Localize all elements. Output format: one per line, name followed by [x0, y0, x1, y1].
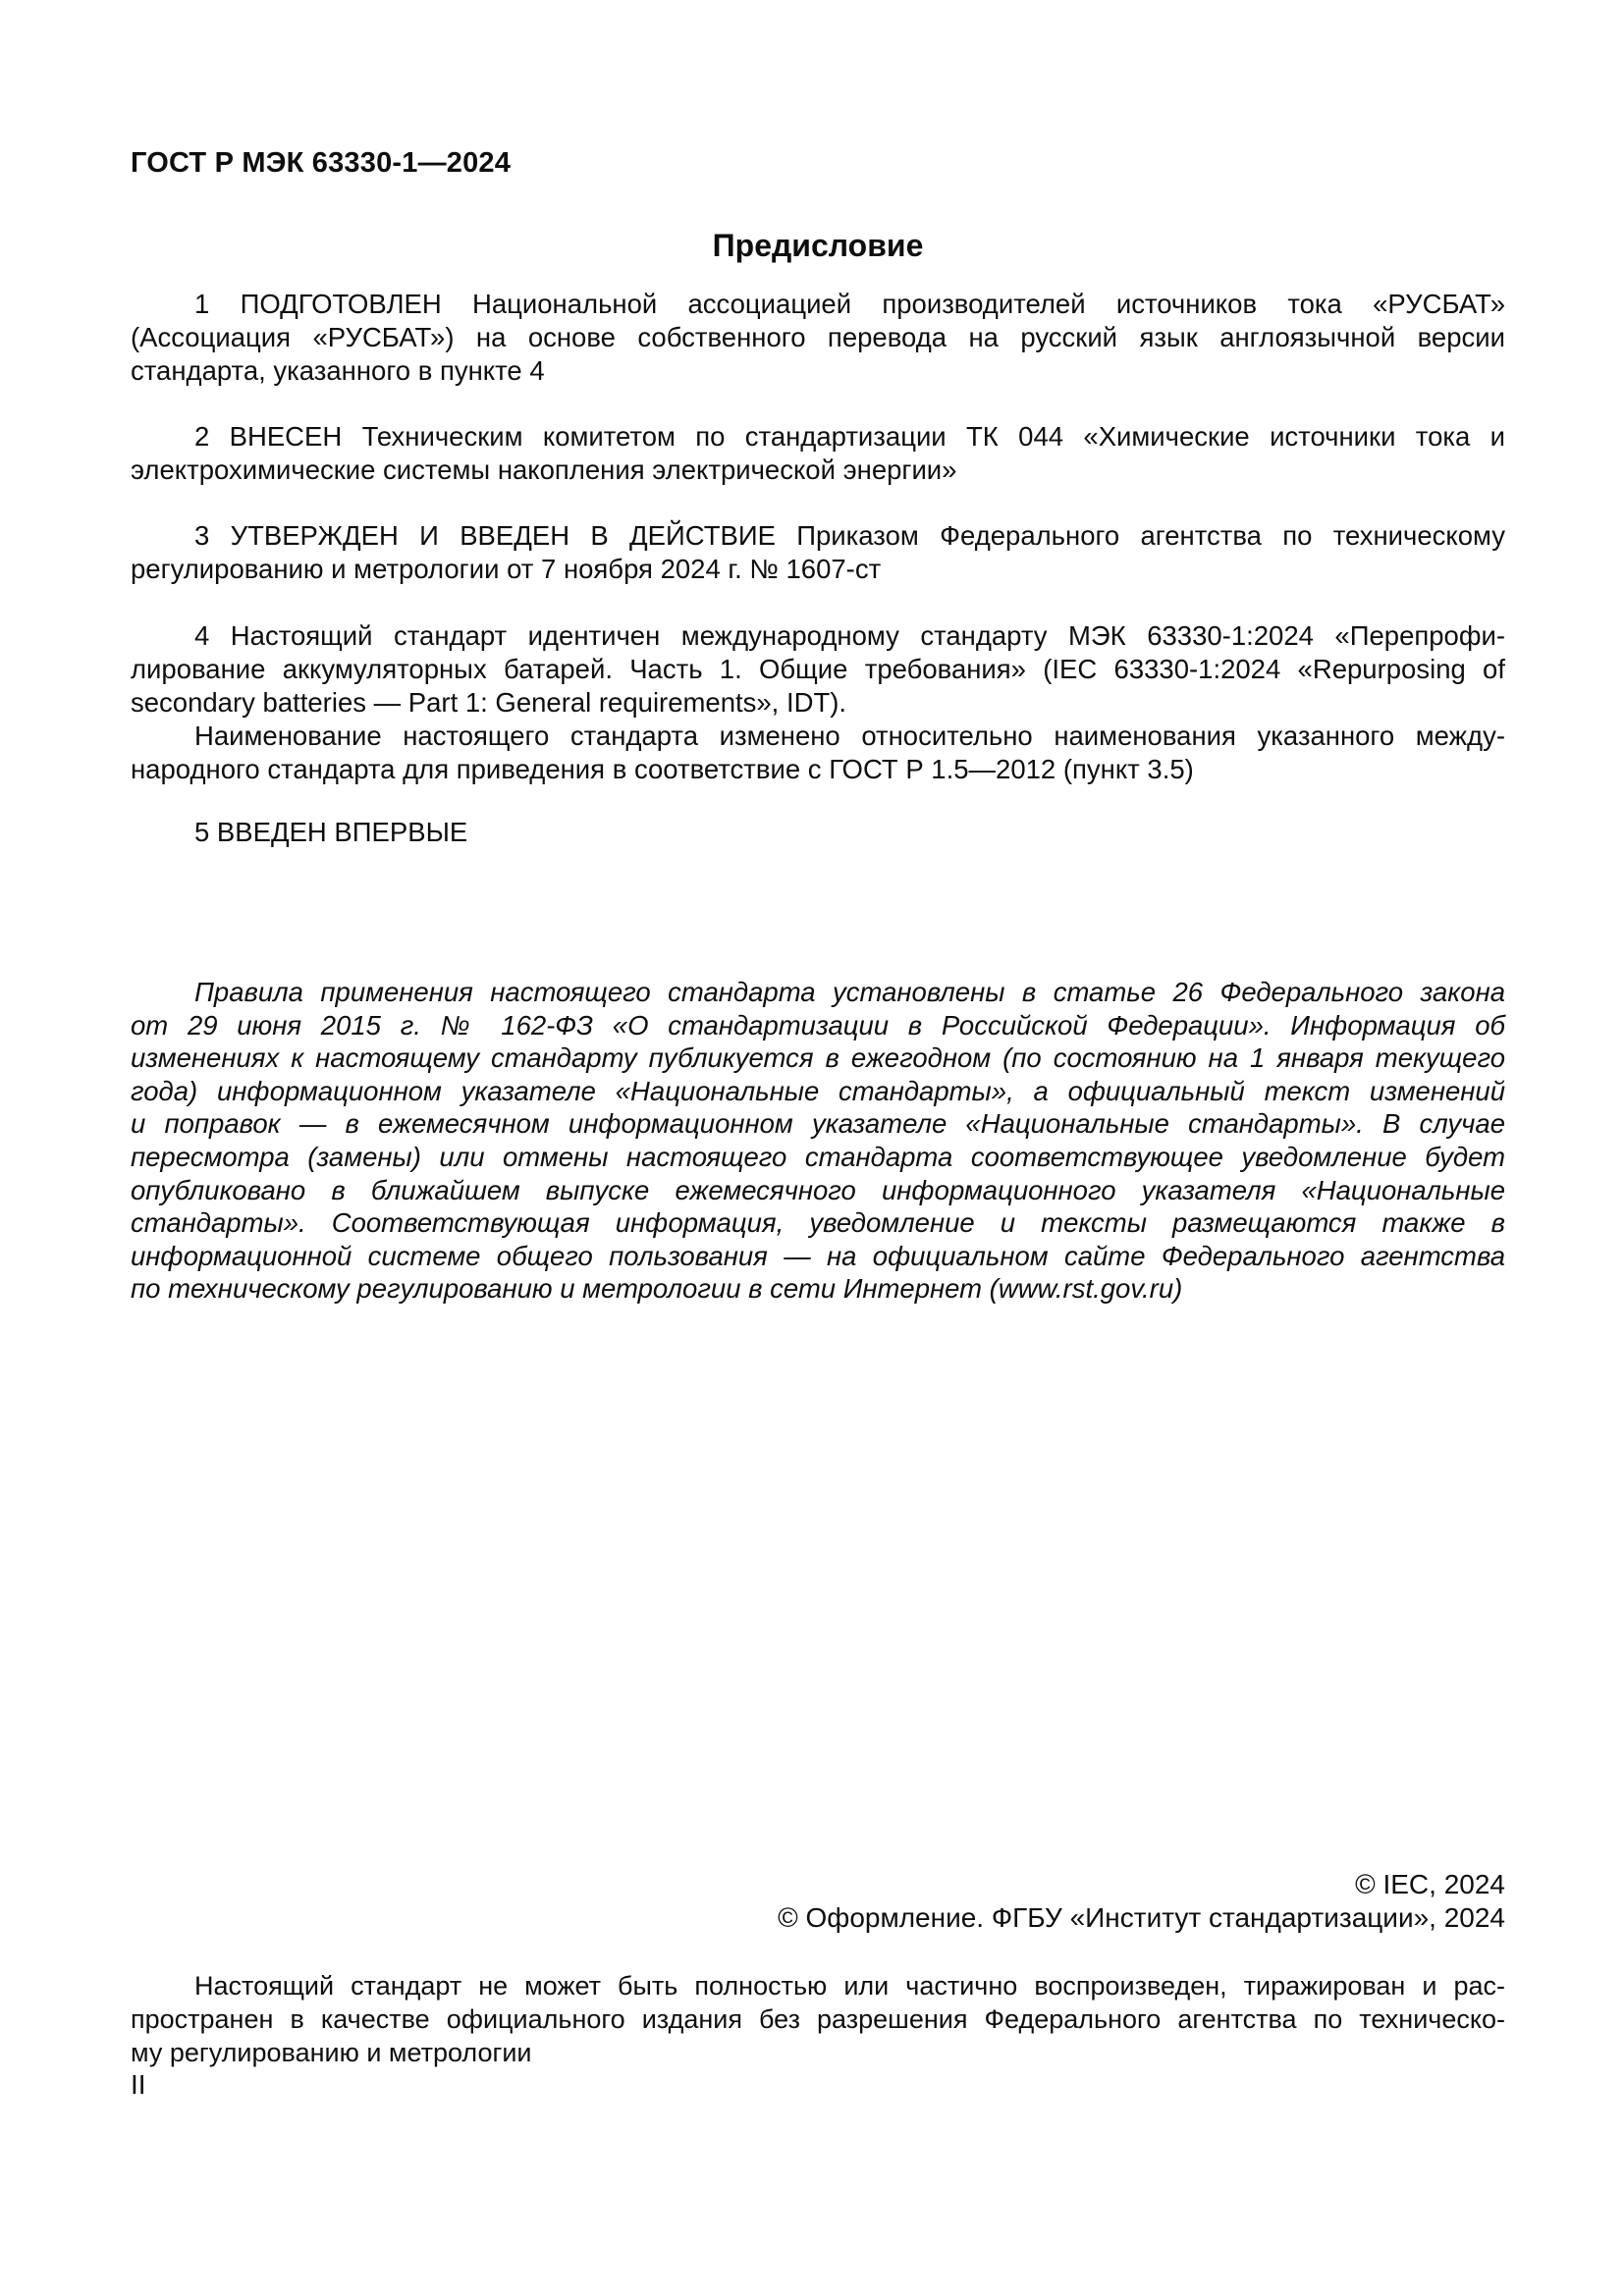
- foreword-item-4: [131, 619, 1505, 786]
- text-line: Наименование настоящего стандарта изменено относительно наименования указанного между-: [194, 721, 1505, 751]
- reproduction-notice: [131, 1969, 1505, 2069]
- text-line: Правила применения настоящего стандарта установлены в статье 26 Федерального закона: [194, 977, 1505, 1007]
- text-line: лирование аккумуляторных батарей. Часть 1. Общие требования» (IEC 63330-1:2024 «Repurposing of: [131, 654, 1505, 684]
- copyright-block: [131, 1868, 1505, 1935]
- text-line: года) информационном указателе «Национальные стандарты», а официальный текст изменений: [131, 1075, 1505, 1106]
- foreword-item-1: [131, 288, 1505, 388]
- text-line: secondary batteries — Part 1: General requirements», IDT).: [131, 687, 847, 718]
- text-line: регулированию и метрологии от 7 ноября 2024 г. № 1607-ст: [131, 554, 882, 584]
- legal-application-notice: [131, 976, 1505, 1306]
- copyright-iec: © IEC, 2024: [1355, 1869, 1505, 1899]
- text-line: электрохимические системы накопления электрической энергии»: [131, 454, 957, 485]
- page-number: II: [131, 2069, 146, 2100]
- copyright-design: © Оформление. ФГБУ «Институт стандартизации», 2024: [778, 1902, 1505, 1933]
- text-line: пространен в качестве официального издания без разрешения Федерального агентства по техническо-: [131, 2004, 1505, 2034]
- text-line: стандарта, указанного в пункте 4: [131, 355, 545, 386]
- text-line: стандарты». Соответствующая информация, уведомление и тексты размещаются также в: [131, 1207, 1505, 1239]
- text-line: 3 УТВЕРЖДЕН И ВВЕДЕН В ДЕЙСТВИЕ Приказом Федерального агентства по техническому: [194, 520, 1505, 551]
- text-line: пересмотра (замены) или отмены настоящего стандарта соответствующее уведомление будет: [131, 1141, 1505, 1172]
- foreword-item-5: 5 ВВЕДЕН ВПЕРВЫЕ: [194, 817, 468, 847]
- doc-code: ГОСТ Р МЭК 63330-1—2024: [131, 147, 512, 179]
- foreword-item-3: [131, 519, 1505, 586]
- text-line: му регулированию и метрологии: [131, 2038, 532, 2067]
- text-line: информационной системе общего пользования — на официальном сайте Федерального агентства: [131, 1240, 1505, 1271]
- text-line: изменениях к настоящему стандарту публикуется в ежегодном (по состоянию на 1 января текущего: [131, 1042, 1505, 1074]
- text-line: и поправок — в ежемесячном информационном указателе «Национальные стандарты». В случае: [131, 1108, 1505, 1140]
- text-line: 4 Настоящий стандарт идентичен международному стандарту МЭК 63330-1:2024 «Перепрофи-: [194, 620, 1505, 651]
- text-line: опубликовано в ближайшем выпуске ежемесячного информационного указателя «Национальные: [131, 1174, 1505, 1205]
- text-line: (Ассоциация «РУСБАТ») на основе собственного перевода на русский язык англоязычной версии: [131, 322, 1505, 352]
- text-line: народного стандарта для приведения в соответствие с ГОСТ Р 1.5—2012 (пункт 3.5): [131, 754, 1194, 784]
- text-line: 1 ПОДГОТОВЛЕН Национальной ассоциацией производителей источников тока «РУСБАТ»: [194, 289, 1505, 319]
- text-line: от 29 июня 2015 г. № 162-ФЗ «О стандартизации в Российской Федерации». Информация об: [131, 1009, 1505, 1041]
- foreword-item-4-main: [131, 619, 1505, 720]
- foreword-item-2: [131, 420, 1505, 487]
- page-heading: Предисловие: [712, 228, 924, 263]
- text-line: по техническому регулированию и метрологии в сети Интернет (www.rst.gov.ru): [131, 1273, 1183, 1305]
- text-line: 2 ВНЕСЕН Техническим комитетом по стандартизации ТК 044 «Химические источники тока и: [194, 421, 1505, 452]
- text-line: Настоящий стандарт не может быть полностью или частично воспроизведен, тиражирован и рас-: [194, 1971, 1505, 2001]
- foreword-item-4-note: [131, 720, 1505, 786]
